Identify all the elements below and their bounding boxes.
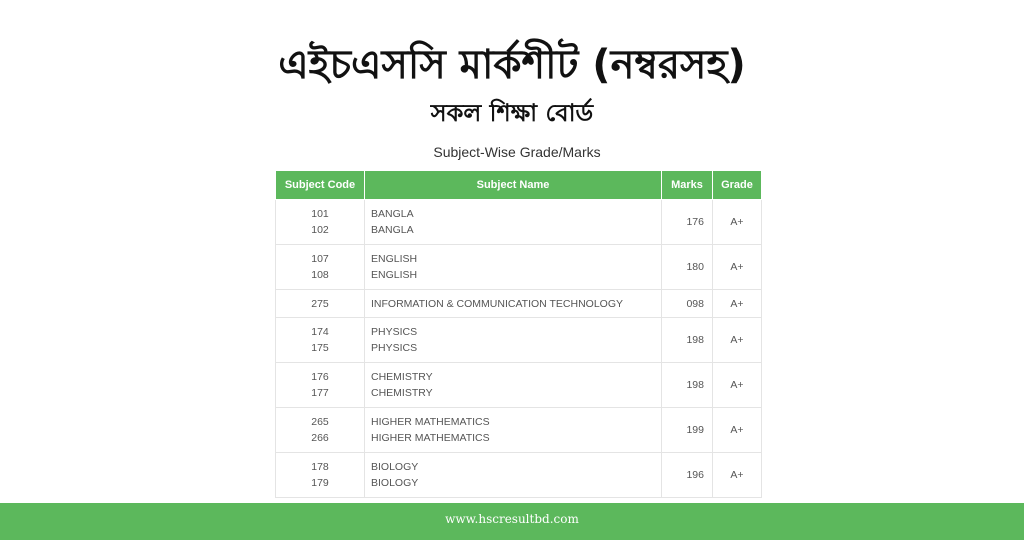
- grade-cell: A+: [713, 245, 762, 290]
- marks-cell: 180: [662, 245, 713, 290]
- table-row: [276, 245, 762, 290]
- subject-name: BANGLA: [371, 224, 414, 236]
- table-caption: Subject-Wise Grade/Marks: [433, 144, 601, 160]
- footer-url[interactable]: www.hscresultbd.com: [445, 512, 579, 526]
- subject-name-cell: [365, 363, 662, 408]
- table-row: [276, 408, 762, 453]
- grade-cell: A+: [713, 363, 762, 408]
- subject-name: INFORMATION & COMMUNICATION TECHNOLOGY: [371, 297, 624, 310]
- subject-name: PHYSICS: [371, 342, 418, 354]
- table-row: [276, 318, 762, 363]
- subject-code: 175: [311, 342, 329, 354]
- subject-name-cell: [365, 408, 662, 453]
- subject-code: 102: [311, 224, 329, 236]
- subject-code: 101: [311, 208, 329, 220]
- grade-cell: A+: [713, 318, 762, 363]
- marks-cell: 176: [662, 200, 713, 245]
- subject-code: 177: [311, 387, 329, 399]
- subject-name: CHEMISTRY: [371, 387, 433, 399]
- subject-name: BIOLOGY: [371, 477, 419, 489]
- subject-code-cell: [276, 290, 365, 318]
- subject-name-cell: [365, 200, 662, 245]
- subject-code-cell: [276, 408, 365, 453]
- subject-name: HIGHER MATHEMATICS: [371, 432, 490, 444]
- subject-name: CHEMISTRY: [371, 371, 433, 383]
- subject-name-cell: [365, 453, 662, 498]
- subject-name: HIGHER MATHEMATICS: [371, 416, 490, 428]
- grade-cell: A+: [713, 453, 762, 498]
- subject-code-cell: [276, 363, 365, 408]
- grade-table: [275, 170, 762, 498]
- grade-cell: A+: [713, 290, 762, 318]
- subject-code-cell: [276, 453, 365, 498]
- marks-cell: 199: [662, 408, 713, 453]
- subject-code: 178: [311, 461, 329, 473]
- table-row: [276, 363, 762, 408]
- marks-cell: 198: [662, 363, 713, 408]
- footer-bar: [0, 503, 1024, 540]
- grade-cell: A+: [713, 200, 762, 245]
- subject-code: 176: [311, 371, 329, 383]
- column-header-marks: Marks: [662, 171, 713, 200]
- subject-name: ENGLISH: [371, 253, 418, 265]
- subject-code: 174: [311, 326, 329, 338]
- subject-code: 179: [311, 477, 329, 489]
- subject-code: 265: [311, 416, 329, 428]
- table-header-row: [276, 171, 762, 200]
- subject-code: 108: [311, 269, 329, 281]
- subject-code-cell: [276, 318, 365, 363]
- subject-code: 266: [311, 432, 329, 444]
- marks-cell: 196: [662, 453, 713, 498]
- subject-code-cell: [276, 200, 365, 245]
- table-row: [276, 290, 762, 318]
- subject-name: PHYSICS: [371, 326, 418, 338]
- marks-cell: 198: [662, 318, 713, 363]
- column-header-grade: Grade: [713, 171, 762, 200]
- subject-name: BIOLOGY: [371, 461, 419, 473]
- table-row: [276, 200, 762, 245]
- subject-code: 107: [311, 253, 329, 265]
- subject-name: BANGLA: [371, 208, 414, 220]
- marks-cell: 098: [662, 290, 713, 318]
- subject-name-cell: [365, 318, 662, 363]
- grade-cell: A+: [713, 408, 762, 453]
- page-title: এইচএসসি মার্কশীট (নম্বরসহ): [278, 42, 746, 88]
- subject-name-cell: [365, 245, 662, 290]
- subject-name-cell: [365, 290, 662, 318]
- subject-code: 275: [311, 297, 329, 310]
- table-row: [276, 453, 762, 498]
- page-subtitle: সকল শিক্ষা বোর্ড: [430, 99, 594, 127]
- subject-code-cell: [276, 245, 365, 290]
- column-header-subject-name: Subject Name: [365, 171, 662, 200]
- subject-name: ENGLISH: [371, 269, 418, 281]
- column-header-subject-code: Subject Code: [276, 171, 365, 200]
